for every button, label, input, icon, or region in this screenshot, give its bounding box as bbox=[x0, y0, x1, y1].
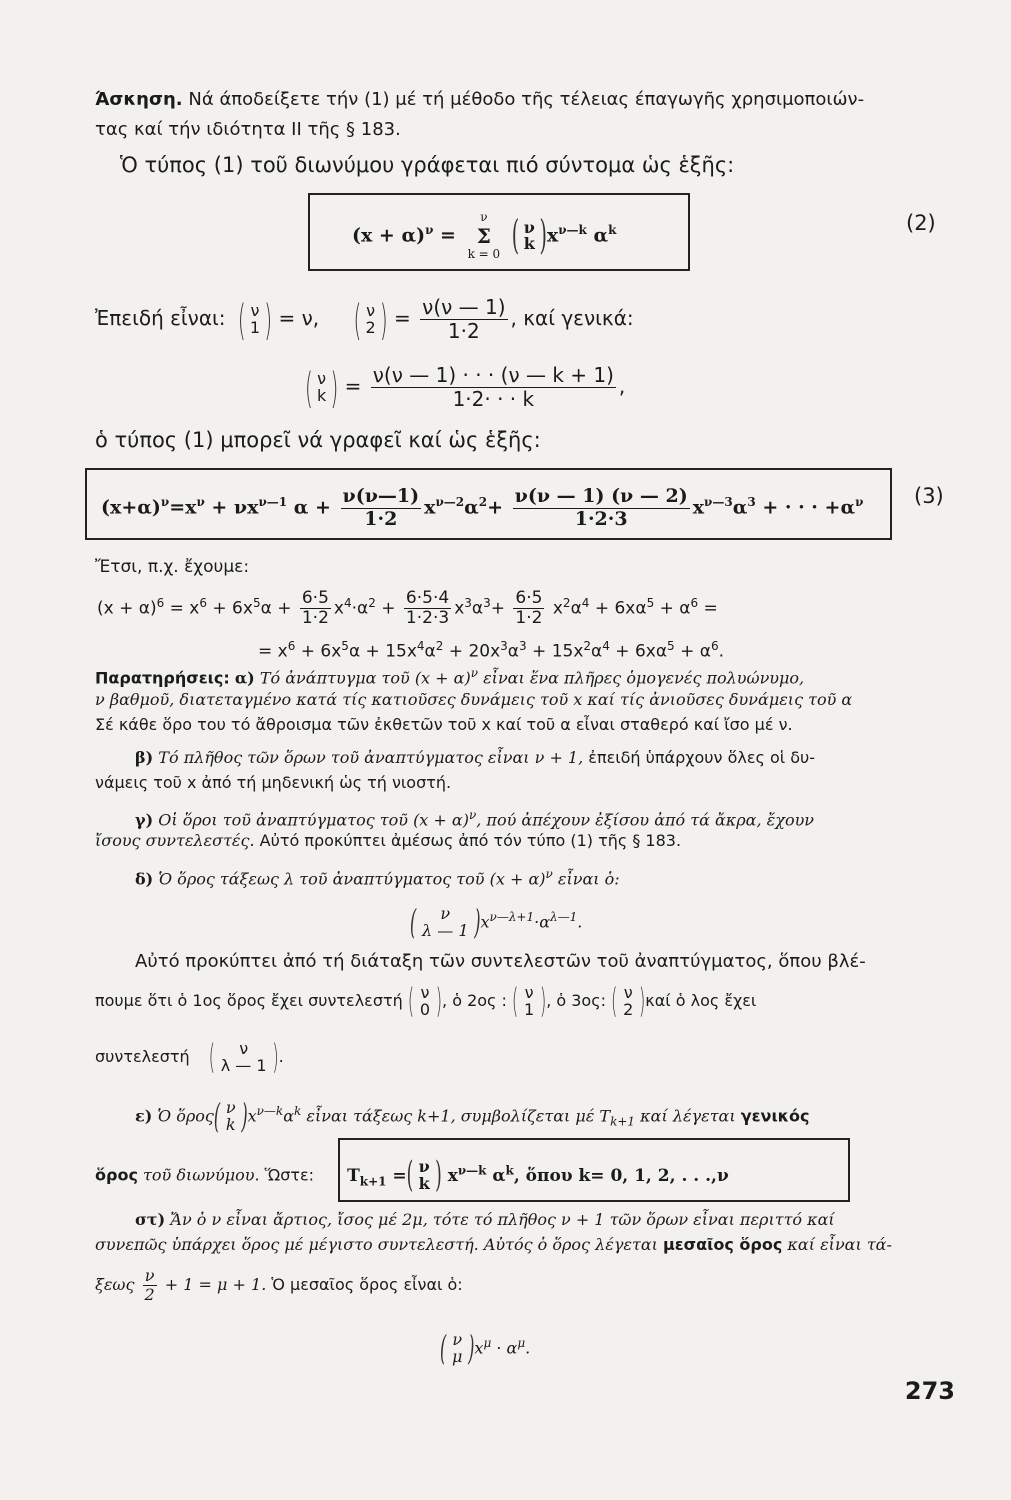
remark-a-line-3 bbox=[95, 713, 793, 737]
e-term: x bbox=[247, 1106, 257, 1126]
binom-v-1 bbox=[238, 300, 272, 337]
eq3-eq: =x bbox=[169, 496, 197, 519]
intro-formula-2 bbox=[120, 153, 734, 177]
b1-bottom: 1 bbox=[249, 317, 261, 337]
ex-l1-e: x bbox=[333, 598, 344, 619]
remark-d-line-3 bbox=[95, 975, 756, 1027]
e-term2: α bbox=[283, 1106, 295, 1126]
ex-l2-b-exp: 5 bbox=[341, 639, 349, 653]
ex-l1-l-exp: 4 bbox=[581, 596, 590, 610]
remark-f-line-3 bbox=[95, 1260, 463, 1310]
box-a-exp: k bbox=[505, 1163, 514, 1177]
remark-d-4: συντελεστή bbox=[95, 1047, 190, 1066]
ex-l2-d-exp: 2 bbox=[435, 639, 444, 653]
d3-b1-top: ( ν bbox=[420, 982, 430, 1002]
d4-b-bottom: λ — 1 bbox=[220, 1055, 267, 1075]
d-term: x bbox=[480, 912, 490, 932]
binom-v-2 bbox=[353, 300, 387, 337]
box-x: x bbox=[447, 1165, 458, 1186]
eq3-tail-exp: ν bbox=[855, 495, 864, 509]
f-b-top: ( ν bbox=[452, 1330, 463, 1350]
since-r3-eq: = bbox=[344, 374, 362, 398]
b1-top: ( ν bbox=[250, 300, 260, 320]
d-b-bottom: λ — 1 bbox=[422, 920, 469, 940]
ex-l1-e-exp: 4 bbox=[343, 596, 352, 610]
remark-d-line-1 bbox=[135, 862, 620, 891]
ex-l1-h: x bbox=[454, 598, 465, 619]
binom-bottom: k bbox=[523, 234, 535, 254]
f3-num: ν bbox=[143, 1267, 157, 1286]
d-term2-exp: λ—1 bbox=[550, 910, 578, 924]
eq3-t2b: α + bbox=[293, 496, 331, 519]
binom-v-lambda bbox=[410, 906, 481, 940]
ex-l2-c: α + 15x bbox=[348, 641, 417, 662]
e-term2-exp: k bbox=[294, 1104, 302, 1118]
ex-l1-b-exp: 6 bbox=[199, 596, 207, 610]
f-term2-exp: μ bbox=[517, 1336, 526, 1350]
remark-c-2b: Αὐτό προκύπτει ἀμέσως ἀπό τόν τύπο (1) τῆς § 183. bbox=[259, 831, 682, 850]
ex-l1-l: α bbox=[570, 598, 582, 619]
remark-a-1b: εἶναι ἕνα πλῆρες ὁμογενές πολυώνυμο, bbox=[483, 668, 805, 688]
remark-c-1b: , πού ἀπέχουν ἐξίσου ἀπό τά ἄκρα, ἔχουν bbox=[476, 810, 815, 830]
ex-f1-num: 6·5 bbox=[301, 587, 329, 608]
eq3-t3-exp: ν—2 bbox=[435, 495, 465, 509]
exercise-label: Άσκηση. bbox=[95, 89, 183, 110]
equation-number-3: (3) bbox=[914, 484, 944, 508]
remark-e-1d: γενικός bbox=[740, 1106, 810, 1126]
fraction-v-v1 bbox=[420, 296, 507, 343]
remark-f-line-2 bbox=[95, 1233, 892, 1257]
d4-b-top: ( ν bbox=[239, 1038, 249, 1058]
ex-l1-o: = bbox=[703, 598, 718, 619]
remark-a-1-exp: ν bbox=[470, 666, 478, 680]
binom-v-0 bbox=[408, 982, 442, 1019]
box-rest: , ὅπου k= 0, 1, 2, . . .,ν bbox=[513, 1165, 729, 1186]
fraction-v-2 bbox=[143, 1267, 157, 1305]
ex-l2-e: + 20x bbox=[448, 641, 501, 662]
example-line-2 bbox=[258, 634, 724, 664]
b2-bottom: 2 bbox=[365, 317, 376, 337]
since-line-1 bbox=[95, 290, 634, 346]
remark-a-1: Τό ἀνάπτυγμα τοῦ (x + α) bbox=[259, 668, 471, 688]
ex-l2-b: + 6x bbox=[300, 641, 342, 662]
ex-l2-g-exp: 2 bbox=[583, 639, 592, 653]
r2-den: 1·2 bbox=[447, 319, 480, 343]
f-term3: . bbox=[525, 1338, 531, 1358]
r2-num: ν(ν — 1) bbox=[422, 295, 506, 319]
since-r1: = ν, bbox=[278, 306, 320, 330]
box-t-sub: k+1 bbox=[359, 1174, 387, 1189]
sigma-symbol bbox=[466, 211, 503, 262]
sigma-top: ν bbox=[480, 210, 488, 225]
remark-f-3a: ξεως bbox=[95, 1275, 135, 1294]
box-a: α bbox=[492, 1165, 506, 1186]
ex-l1-a: (x + α) bbox=[97, 598, 157, 619]
example-label bbox=[95, 555, 249, 579]
remark-c-label: γ) bbox=[135, 810, 154, 830]
f-b-bottom: μ bbox=[452, 1346, 463, 1366]
formula-2 bbox=[352, 207, 616, 262]
since-r3-tail: , bbox=[618, 374, 626, 398]
binom-v-1b bbox=[512, 982, 546, 1019]
f-term2: · α bbox=[496, 1338, 518, 1358]
e-b-bottom: k bbox=[225, 1114, 236, 1134]
binom-v-k bbox=[305, 368, 338, 405]
ex-l1-h-exp: 3 bbox=[464, 596, 472, 610]
ex-l1-i: α bbox=[471, 598, 484, 619]
remark-e-1b: εἶναι τάξεως k+1, συμβολίζεται μέ T bbox=[306, 1106, 611, 1126]
remark-d-label: δ) bbox=[135, 869, 154, 889]
remark-b-1b: ἐπειδή ὑπάρχουν ὅλες οἱ δυ- bbox=[588, 748, 816, 767]
ex-l1-f-exp: 2 bbox=[368, 596, 376, 610]
remark-a-line-2 bbox=[95, 688, 852, 712]
eq3-t2-exp: ν—1 bbox=[258, 495, 288, 509]
r3-num: ν(ν — 1) · · · (ν — k + 1) bbox=[372, 363, 614, 387]
remark-b-1: Τό πλῆθος τῶν ὅρων τοῦ ἀναπτύγματος εἶναι ν + 1, bbox=[158, 748, 584, 767]
remark-f-3b: + 1 = μ + 1. bbox=[164, 1275, 267, 1294]
ex-l1-j: + bbox=[490, 598, 505, 619]
intro-formula-2-text: Ὁ τύπος (1) τοῦ διωνύμου γράφεται πιό σύντομα ὡς ἑξῆς: bbox=[120, 153, 735, 177]
d3-b2-top: ( ν bbox=[524, 982, 534, 1002]
remark-b-line-1 bbox=[135, 746, 815, 770]
eq3-lhs-exp: ν bbox=[160, 495, 170, 509]
ex-l2-i: + 6xα bbox=[615, 641, 668, 662]
eq3-t4: x bbox=[692, 496, 705, 519]
remark-e-1b-sub: k+1 bbox=[610, 1114, 636, 1129]
page-number: 273 bbox=[904, 1377, 955, 1405]
binom-box bbox=[407, 1159, 442, 1193]
ex-l2-f: α bbox=[507, 641, 519, 662]
ex-l1-k-exp: 2 bbox=[562, 596, 571, 610]
ex-l1-n-exp: 6 bbox=[690, 596, 699, 610]
d-term-exp: ν—λ+1 bbox=[489, 910, 535, 924]
ex-f1-den: 1·2 bbox=[301, 608, 329, 629]
remark-d-line-4 bbox=[95, 1032, 284, 1082]
d-term2: ·α bbox=[534, 912, 551, 932]
b2-top: ( ν bbox=[366, 300, 376, 320]
box-b-bottom: k bbox=[418, 1174, 430, 1194]
remark-e-1c: καί λέγεται bbox=[640, 1106, 736, 1126]
e-term-exp: ν—k bbox=[256, 1104, 284, 1118]
since-label: Ἐπειδή εἶναι: bbox=[95, 306, 226, 330]
remark-d-1: Ὁ ὅρος τάξεως λ τοῦ ἀναπτύγματος τοῦ (x + α) bbox=[158, 869, 546, 889]
ex-l2-e-exp: 3 bbox=[500, 639, 508, 653]
ex-l1-f: ·α bbox=[351, 598, 369, 619]
eq2-lhs: (x + α) bbox=[352, 224, 426, 247]
box-x-exp: ν—k bbox=[457, 1163, 487, 1177]
eq3-t4-exp: ν—3 bbox=[704, 495, 733, 509]
remark-d-3c: , ὁ 3ος: bbox=[546, 991, 606, 1010]
eq3-t3: x bbox=[424, 496, 436, 519]
remark-b-line-2 bbox=[95, 771, 451, 795]
remark-d-4-tail: . bbox=[278, 1047, 284, 1066]
eq2-term: x bbox=[546, 224, 559, 247]
eq3-t4b-exp: 3 bbox=[747, 495, 756, 509]
remark-c-1: Οἱ ὅροι τοῦ ἀναπτύγματος τοῦ (x + α) bbox=[158, 810, 469, 830]
ex-l2-h-exp: 4 bbox=[602, 639, 610, 653]
ex-l1-d: α + bbox=[260, 598, 292, 619]
ex-l2-d: α bbox=[424, 641, 436, 662]
remark-f-2b: μεσαῖος ὅρος bbox=[662, 1235, 783, 1254]
exercise-line-1 bbox=[95, 88, 864, 112]
eq3-lhs: (x+α) bbox=[101, 496, 161, 519]
ex-l2-j: + α bbox=[680, 641, 711, 662]
d-term3: . bbox=[577, 912, 583, 932]
ex-l1-m: + 6xα bbox=[594, 598, 647, 619]
remark-f-line-1 bbox=[135, 1208, 835, 1232]
eq3-tail: + · · · +α bbox=[762, 496, 856, 519]
ex-l1-m-exp: 5 bbox=[646, 596, 655, 610]
ex-l2-f-exp: 3 bbox=[519, 639, 527, 653]
since-r2-tail: , καί γενικά: bbox=[510, 306, 634, 330]
eq3-fraction-1 bbox=[341, 486, 422, 531]
eq2-eq: = bbox=[440, 224, 456, 247]
e-b-top: ( ν bbox=[225, 1098, 236, 1118]
ex-l1-g: + bbox=[381, 598, 396, 619]
ex-l2-h: α bbox=[591, 641, 603, 662]
remark-e-2a: ὅρος bbox=[95, 1165, 138, 1185]
ex-l2-a: = x bbox=[258, 641, 288, 662]
remark-e-1a: Ὁ ὅρος bbox=[157, 1106, 214, 1126]
binom-v-2b bbox=[611, 982, 645, 1019]
ex-f2-den: 1·2·3 bbox=[405, 608, 450, 629]
remark-d-3d: καί ὁ λος ἔχει bbox=[645, 991, 757, 1010]
remark-e-label: ε) bbox=[135, 1106, 153, 1126]
eq3-fraction-2 bbox=[513, 486, 690, 531]
remark-f-2c: καί εἶναι τά- bbox=[787, 1235, 892, 1254]
r3-den: 1·2· · · k bbox=[452, 387, 535, 411]
eq3-f2-den: 1·2·3 bbox=[574, 507, 628, 530]
ex-f3-den: 1·2 bbox=[515, 608, 543, 629]
eq3-f1-num: ν(ν—1) bbox=[342, 484, 420, 507]
remarks-label: Παρατηρήσεις: bbox=[95, 668, 230, 688]
d3-b3-bottom: 2 bbox=[623, 999, 634, 1019]
general-term-formula bbox=[347, 1157, 729, 1194]
d3-b2-bottom: 1 bbox=[524, 999, 535, 1019]
ex-l2-i-exp: 5 bbox=[667, 639, 675, 653]
remark-d-3b: , ὁ 2ος : bbox=[442, 991, 507, 1010]
eq3-eq-exp: ν bbox=[196, 495, 205, 509]
eq3-f1-den: 1·2 bbox=[364, 507, 398, 530]
example-line-1 bbox=[97, 578, 718, 634]
f3-den: 2 bbox=[144, 1285, 155, 1304]
since-r2-eq: = bbox=[394, 306, 411, 330]
remark-d-3a: πουμε ὅτι ὁ 1ος ὅρος ἔχει συντελεστή bbox=[95, 991, 403, 1010]
ex-l1-n: + α bbox=[659, 598, 691, 619]
remark-f-3c: Ὁ μεσαῖος ὅρος εἶναι ὁ: bbox=[271, 1275, 463, 1294]
eq3-plus: + bbox=[487, 496, 504, 519]
box-eq: = bbox=[392, 1165, 407, 1186]
remark-e-2b: τοῦ διωνύμου. bbox=[143, 1165, 260, 1185]
remark-e-2c: Ὥστε: bbox=[264, 1165, 315, 1185]
remark-d-1b: εἶναι ὁ: bbox=[557, 869, 620, 889]
intro-formula-3 bbox=[95, 428, 541, 452]
ex-f3-num: 6·5 bbox=[515, 587, 543, 608]
ex-l1-c: + 6x bbox=[212, 598, 253, 619]
remark-e-line-2 bbox=[95, 1146, 729, 1205]
eq3-t3b-exp: 2 bbox=[478, 495, 488, 509]
ex-fraction-3 bbox=[513, 589, 544, 629]
remark-f-formula bbox=[440, 1318, 530, 1373]
sigma: Σ bbox=[476, 223, 491, 248]
ex-fraction-1 bbox=[300, 589, 331, 629]
remark-f-2a: συνεπῶς ὑπάρχει ὅρος μέ μέγιστο συντελεστή. Αὐτός ὁ ὅρος λέγεται bbox=[95, 1235, 658, 1254]
intro-formula-3-text: ὁ τύπος (1) μπορεῖ νά γραφεῖ καί ὡς ἑξῆς: bbox=[95, 428, 541, 452]
remark-d-2: Αὐτό προκύπτει ἀπό τή διάταξη τῶν συντελεστῶν τοῦ ἀναπτύγματος, ὅπου βλέ- bbox=[135, 951, 866, 972]
eq2-a: α bbox=[593, 224, 609, 247]
eq2-binomial bbox=[512, 217, 547, 254]
ex-l2-a-exp: 6 bbox=[287, 639, 296, 653]
ex-f2-num: 6·5·4 bbox=[405, 587, 450, 608]
remark-f-label: στ) bbox=[135, 1210, 166, 1229]
exercise-text-2: τας καί τήν ιδιότητα ΙΙ τῆς § 183. bbox=[95, 119, 401, 140]
d3-b1-bottom: 0 bbox=[419, 999, 431, 1019]
eq2-exp: ν bbox=[425, 223, 434, 237]
binom-top: ( ν bbox=[523, 217, 535, 237]
f-term: x bbox=[474, 1338, 484, 1358]
remark-f-1: Ἄν ὁ ν εἶναι ἄρτιος, ἴσος μέ 2μ, τότε τό πλῆθος ν + 1 τῶν ὅρων εἶναι περιττό καί bbox=[170, 1210, 835, 1229]
remark-c-line-1 bbox=[135, 803, 814, 832]
eq3-f2-num: ν(ν — 1) (ν — 2) bbox=[514, 484, 688, 507]
exercise-text-1: Νά άποδείξετε τήν (1) μέ τή μέθοδο τῆς τέλειας έπαγωγῆς χρησιμοποιών- bbox=[188, 89, 865, 110]
ex-l2-c-exp: 4 bbox=[416, 639, 425, 653]
eq3-t4b: α bbox=[732, 496, 748, 519]
sigma-bottom: k = 0 bbox=[467, 246, 501, 261]
b3-bottom: k bbox=[317, 385, 327, 405]
remark-b-2: νάμεις τοῦ x ἀπό τή μηδενική ὡς τή νιοστή. bbox=[95, 773, 452, 792]
eq2-a-exp: k bbox=[608, 223, 617, 237]
remark-a-2: ν βαθμοῦ, διατεταγμένο κατά τίς κατιοῦσες δυνάμεις τοῦ x καί τίς ἀνιοῦσες δυνάμεις τοῦ α bbox=[95, 690, 853, 709]
remark-d-1-exp: ν bbox=[545, 867, 553, 881]
binom-v-k-2 bbox=[214, 1100, 248, 1134]
since-line-2 bbox=[305, 358, 625, 414]
binom-v-mu bbox=[440, 1332, 474, 1366]
remark-c-1-exp: ν bbox=[468, 808, 477, 822]
ex-l1-b: = x bbox=[169, 598, 200, 619]
ex-l1-c-exp: 5 bbox=[252, 596, 261, 610]
eq3-t3b: α bbox=[464, 496, 479, 519]
formula-3 bbox=[101, 474, 863, 535]
remark-d-line-2 bbox=[135, 950, 866, 974]
box-b-top: ( ν bbox=[418, 1157, 430, 1177]
b3-top: ( ν bbox=[317, 368, 327, 388]
remark-c-line-2 bbox=[95, 829, 681, 853]
exercise-line-2 bbox=[95, 118, 401, 142]
ex-l1-k: x bbox=[552, 598, 563, 619]
ex-fraction-2 bbox=[404, 589, 451, 629]
remark-a-3: Σέ κάθε ὅρο του τό ἄθροισμα τῶν ἐκθετῶν τοῦ x καί τοῦ α εἶναι σταθερό καί ἴσο μέ ν. bbox=[95, 715, 793, 734]
d3-b3-top: ( ν bbox=[623, 982, 633, 1002]
ex-l1-i-exp: 3 bbox=[483, 596, 491, 610]
eq3-t2: + νx bbox=[211, 496, 259, 519]
ex-l1-a-exp: 6 bbox=[156, 596, 165, 610]
remark-a-label: α) bbox=[234, 668, 255, 688]
box-t: T bbox=[347, 1165, 360, 1186]
d-b-top: ( ν bbox=[440, 904, 451, 924]
equation-number-2: (2) bbox=[906, 211, 936, 235]
ex-l2-g: + 15x bbox=[532, 641, 584, 662]
eq2-term-exp: ν—k bbox=[558, 223, 587, 237]
remark-a-line-1 bbox=[95, 661, 804, 690]
f-term-exp: μ bbox=[483, 1336, 492, 1350]
remark-d-formula bbox=[410, 893, 582, 946]
fraction-general bbox=[371, 364, 616, 411]
ex-l2-j-exp: 6 bbox=[710, 639, 719, 653]
remark-c-2: ἴσους συντελεστές. bbox=[95, 831, 255, 850]
example-label-text: Ἔτσι, π.χ. ἔχουμε: bbox=[95, 557, 250, 577]
ex-l2-k: . bbox=[718, 641, 724, 662]
remark-b-label: β) bbox=[135, 748, 154, 767]
